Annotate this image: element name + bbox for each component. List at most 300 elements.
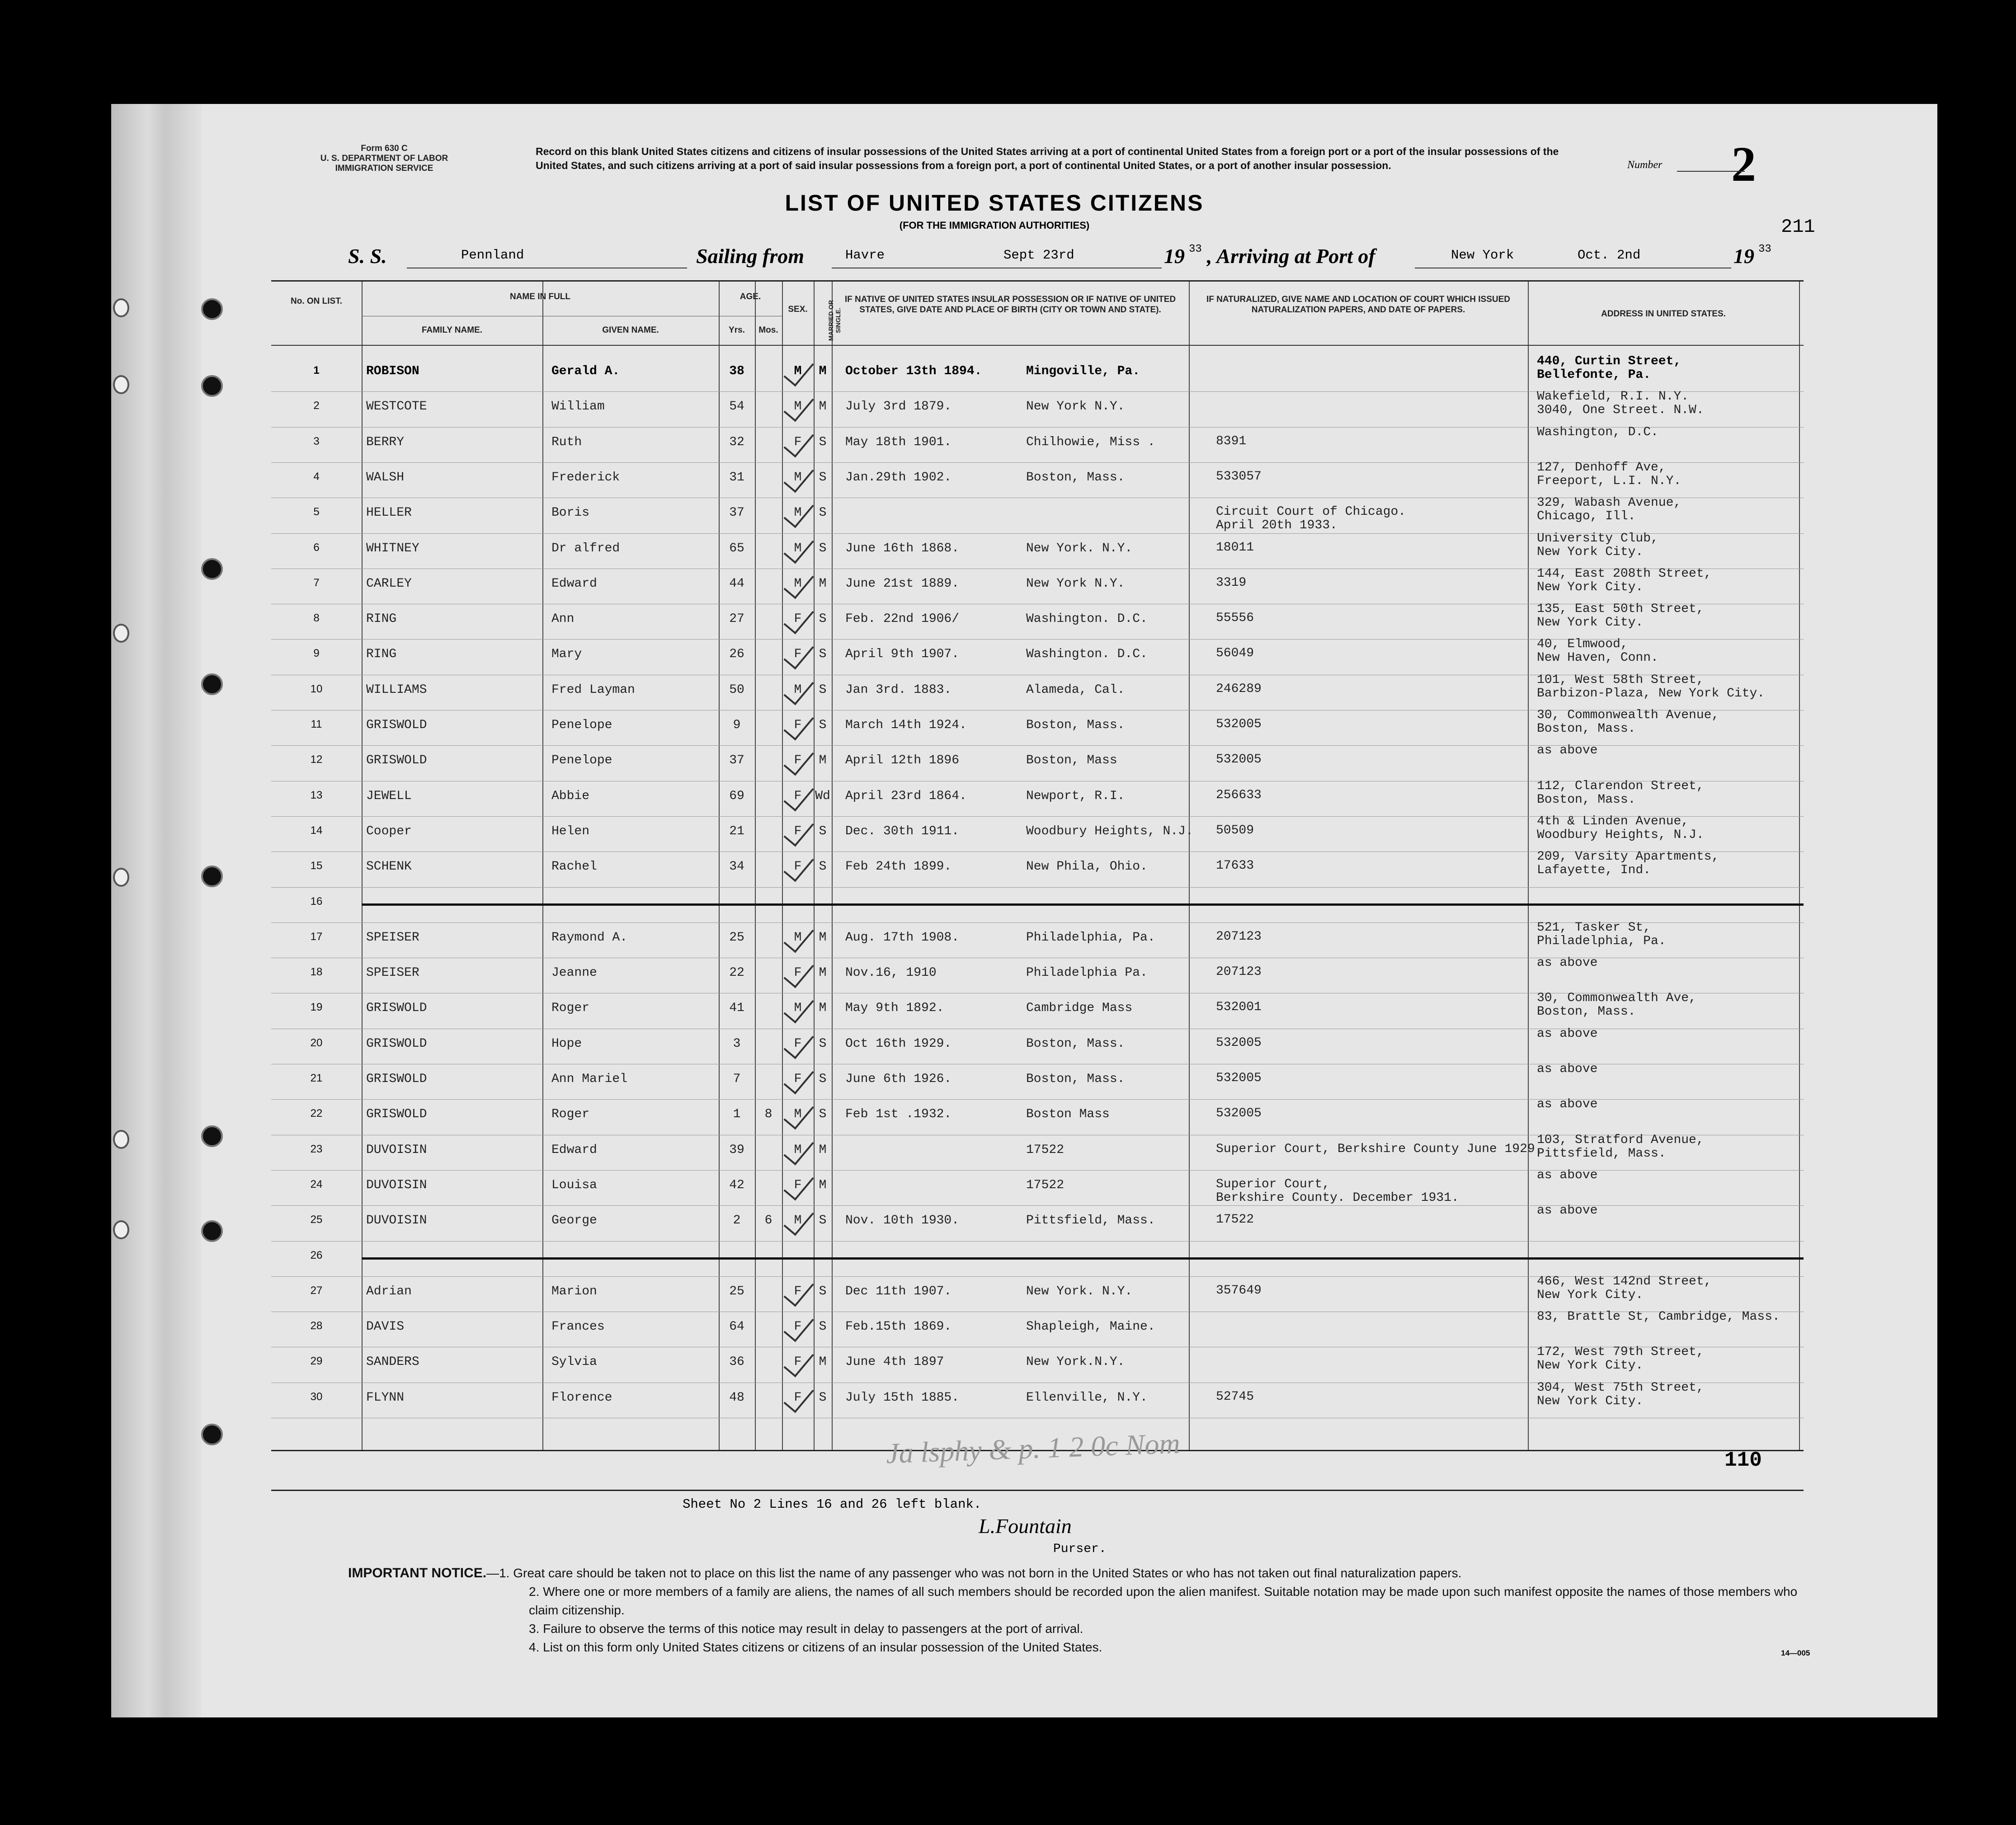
cell-yrs: 36 xyxy=(729,1355,744,1369)
cell-yrs: 64 xyxy=(729,1320,744,1334)
cell-birth: Nov. 10th 1930. xyxy=(845,1214,960,1228)
cell-addr1: 83, Brattle St, Cambridge, Mass. xyxy=(1537,1310,1780,1324)
cell-given: Roger xyxy=(551,1001,590,1016)
cell-addr1: 112, Clarendon Street, xyxy=(1537,779,1704,793)
cell-sex: M xyxy=(794,506,802,520)
cell-ms: S xyxy=(819,824,827,838)
cell-nat: 17522 xyxy=(1216,1213,1254,1227)
cell-addr1: as above xyxy=(1537,1204,1598,1218)
cell-family: SCHENK xyxy=(366,860,412,874)
cell-given: Rachel xyxy=(551,860,597,874)
cell-addr1: 30, Commonwealth Ave, xyxy=(1537,991,1696,1006)
cell-mos: 8 xyxy=(764,1107,772,1122)
cell-birth: October 13th 1894. xyxy=(845,364,982,378)
cell-ms: M xyxy=(819,1143,827,1157)
cell-sex: F xyxy=(794,1355,802,1369)
cell-yrs: 2 xyxy=(733,1214,741,1228)
cell-addr1: 521, Tasker St, xyxy=(1537,920,1651,935)
cell-no: 1 xyxy=(313,364,320,376)
cell-given: Sylvia xyxy=(551,1355,597,1369)
cell-ms: S xyxy=(819,1072,827,1086)
cell-given: Edward xyxy=(551,1143,597,1157)
cell-nat: 246289 xyxy=(1216,682,1262,696)
cell-addr1: 30, Commonwealth Avenue, xyxy=(1537,708,1719,722)
row-rule xyxy=(271,887,1804,888)
number-underline xyxy=(1677,171,1745,172)
cell-birth: Dec. 30th 1911. xyxy=(845,824,960,838)
cell-addr1: as above xyxy=(1537,743,1598,758)
cell-sex: F xyxy=(794,753,802,768)
cell-ms: S xyxy=(819,860,827,874)
cell-ms: S xyxy=(819,1107,827,1122)
header-yrs: Yrs. xyxy=(729,325,745,335)
binder-hole-icon xyxy=(201,375,223,397)
header-name-in-full: NAME IN FULL xyxy=(509,292,571,301)
cell-sex: M xyxy=(794,541,802,555)
cell-birth: Jan 3rd. 1883. xyxy=(845,682,952,697)
cell-yrs: 65 xyxy=(729,541,744,555)
cell-nat: 532005 xyxy=(1216,1035,1262,1050)
cell-given: Gerald A. xyxy=(551,364,620,378)
cell-addr2: New York City. xyxy=(1537,1394,1644,1408)
cell-addr1: as above xyxy=(1537,1097,1598,1112)
cell-nat: 533057 xyxy=(1216,469,1262,484)
cell-family: GRISWOLD xyxy=(366,718,427,732)
cell-sex: F xyxy=(794,1284,802,1298)
header-birth: IF NATIVE OF UNITED STATES INSULAR POSSESSION OR IF NATIVE OF UNITED STATES, GIVE DATE AND PLACE OF BIRTH (CITY OR TOWN AND STATE). xyxy=(844,295,1176,315)
cell-no: 18 xyxy=(310,966,323,978)
header-no: No. ON LIST. xyxy=(291,296,342,306)
notice-line-2: 2. Where one or more members of a family are aliens, the names of all such members should be recorded upon the alien manifest. Suitable notation may be made upon such manifest opposite the names of those members who claim citizenship. xyxy=(529,1585,1798,1617)
cell-addr1: University Club, xyxy=(1537,531,1658,546)
cell-yrs: 25 xyxy=(729,930,744,945)
cell-family: CARLEY xyxy=(366,576,412,591)
cell-mos: 6 xyxy=(764,1214,772,1228)
ss-label: S. S. xyxy=(348,245,387,268)
cell-no: 2 xyxy=(313,400,320,412)
cell-place: Boston, Mass. xyxy=(1026,470,1125,484)
cell-given: Roger xyxy=(551,1107,590,1122)
cell-family: DUVOISIN xyxy=(366,1214,427,1228)
arriving-label: , Arriving at Port of xyxy=(1207,245,1375,268)
cell-yrs: 50 xyxy=(729,682,744,697)
ship-name: Pennland xyxy=(461,248,524,263)
cell-nat: 50509 xyxy=(1216,823,1254,837)
cell-birth: Feb. 22nd 1906/ xyxy=(845,612,960,626)
cell-ms: M xyxy=(819,576,827,591)
cell-family: GRISWOLD xyxy=(366,1072,427,1086)
cell-no: 19 xyxy=(310,1001,323,1014)
to-date: Oct. 2nd xyxy=(1578,248,1641,263)
cell-given: Abbie xyxy=(551,789,590,803)
page-subtitle: (FOR THE IMMIGRATION AUTHORITIES) xyxy=(899,220,1090,231)
cell-birth: June 16th 1868. xyxy=(845,541,960,555)
cell-ms: S xyxy=(819,682,827,697)
important-notice xyxy=(348,1564,1817,1656)
cell-addr1: 103, Stratford Avenue, xyxy=(1537,1133,1704,1147)
cell-sex: F xyxy=(794,824,802,838)
cell-family: WHITNEY xyxy=(366,541,419,555)
cell-birth: May 9th 1892. xyxy=(845,1001,944,1016)
cell-sex: M xyxy=(794,1143,802,1157)
form-instructions: Record on this blank United States citizens and citizens of insular possessions of the United States arriving at a port of continental United States from a foreign port or a port of the insular possessions of the United States, and such citizens arriving at a port of said insular possessions from a foreign port, a port of continental United States, or a port of another insular possession. xyxy=(536,146,1559,171)
cell-addr1: 144, East 208th Street, xyxy=(1537,566,1712,581)
cell-no: 12 xyxy=(310,753,323,766)
cell-nat: 256633 xyxy=(1216,788,1262,802)
cell-ms: S xyxy=(819,506,827,520)
binder-hole-icon xyxy=(201,673,223,695)
cell-nat: 8391 xyxy=(1216,434,1247,448)
cell-addr2: Woodbury Heights, N.J. xyxy=(1537,828,1704,842)
cell-given: Edward xyxy=(551,576,597,591)
cell-ms: M xyxy=(819,930,827,945)
cell-yrs: 54 xyxy=(729,400,744,414)
cell-sex: M xyxy=(794,1107,802,1122)
cell-family: GRISWOLD xyxy=(366,1001,427,1016)
cell-place: Woodbury Heights, N.J. xyxy=(1026,824,1193,838)
cell-ms: S xyxy=(819,612,827,626)
cell-place: Washington. D.C. xyxy=(1026,647,1148,662)
cell-no: 11 xyxy=(311,718,322,730)
cell-yrs: 3 xyxy=(733,1036,741,1051)
cell-addr2: Philadelphia, Pa. xyxy=(1537,934,1666,948)
cell-birth: July 3rd 1879. xyxy=(845,400,952,414)
purser-label: Purser. xyxy=(1053,1542,1107,1556)
cell-addr1: Washington, D.C. xyxy=(1537,425,1658,439)
cell-place: Chilhowie, Miss . xyxy=(1026,435,1155,449)
cell-family: ROBISON xyxy=(366,364,419,378)
department: U. S. DEPARTMENT OF LABOR xyxy=(320,154,448,163)
cell-addr2: New York City. xyxy=(1537,580,1644,594)
cell-place: Boston, Mass xyxy=(1026,753,1117,768)
header-family-name: FAMILY NAME. xyxy=(421,325,483,335)
cell-no: 10 xyxy=(310,682,323,695)
cell-addr1: 101, West 58th Street, xyxy=(1537,673,1704,687)
cell-no: 9 xyxy=(313,647,320,660)
cell-sex: F xyxy=(794,1390,802,1405)
notice-line-3: 3. Failure to observe the terms of this notice may result in delay to passengers at the port of arrival. xyxy=(529,1622,1083,1636)
cell-yrs: 27 xyxy=(729,612,744,626)
cell-family: SANDERS xyxy=(366,1355,419,1369)
cell-addr2: Freeport, L.I. N.Y. xyxy=(1537,474,1682,488)
cell-given: Hope xyxy=(551,1036,582,1051)
header-naturalized: IF NATURALIZED, GIVE NAME AND LOCATION OF COURT WHICH ISSUED NATURALIZATION PAPERS, AND DATE OF PAPERS. xyxy=(1206,295,1510,315)
cell-given: Florence xyxy=(551,1390,612,1405)
binder-hole-icon xyxy=(201,1424,223,1445)
blank-line-rule xyxy=(362,1257,1804,1260)
cell-yrs: 37 xyxy=(729,506,744,520)
binder-hole-icon xyxy=(201,1125,223,1147)
cell-given: Jeanne xyxy=(551,966,597,980)
cell-place: Pittsfield, Mass. xyxy=(1026,1214,1155,1228)
blank-line-rule xyxy=(362,903,1804,906)
cell-place: Boston, Mass. xyxy=(1026,1072,1125,1086)
cell-place: New York. N.Y. xyxy=(1026,1284,1133,1298)
binder-hole-icon xyxy=(201,1220,223,1242)
cell-no: 28 xyxy=(310,1320,323,1332)
from-port: Havre xyxy=(845,248,885,263)
blank-lines-note: Sheet No 2 Lines 16 and 26 left blank. xyxy=(683,1497,982,1512)
notice-line-4: 4. List on this form only United States citizens or citizens of an insular possession of the United States. xyxy=(529,1640,1102,1654)
cell-no: 4 xyxy=(313,470,320,483)
cell-sex: M xyxy=(794,400,802,414)
cell-yrs: 41 xyxy=(729,1001,744,1016)
binder-ring-icon xyxy=(113,1130,129,1149)
cell-nat2: Berkshire County. December 1931. xyxy=(1216,1190,1459,1205)
cell-given: Penelope xyxy=(551,718,612,732)
cell-birth: April 9th 1907. xyxy=(845,647,960,662)
cell-no: 3 xyxy=(313,435,320,447)
cell-yrs: 26 xyxy=(729,647,744,662)
cell-nat: 3319 xyxy=(1216,575,1247,590)
cell-yrs: 22 xyxy=(729,966,744,980)
cell-no: 5 xyxy=(313,506,320,518)
cell-addr1: 466, West 142nd Street, xyxy=(1537,1274,1712,1289)
cell-sex: F xyxy=(794,435,802,449)
cell-given: George xyxy=(551,1214,597,1228)
cell-place: Shapleigh, Maine. xyxy=(1026,1320,1155,1334)
sailing-label: Sailing from xyxy=(696,245,805,268)
cell-addr1: as above xyxy=(1537,956,1598,970)
cell-addr1: Wakefield, R.I. N.Y. xyxy=(1537,390,1689,404)
cell-no: 7 xyxy=(313,576,320,589)
cell-nat: 17633 xyxy=(1216,859,1254,873)
binder-ring-icon xyxy=(113,624,129,643)
cell-sex: F xyxy=(794,966,802,980)
cell-nat: 532005 xyxy=(1216,1106,1262,1121)
cell-addr2: Barbizon-Plaza, New York City. xyxy=(1537,686,1765,701)
service: IMMIGRATION SERVICE xyxy=(335,164,433,173)
cell-sex: M xyxy=(794,682,802,697)
cell-addr2: Chicago, Ill. xyxy=(1537,509,1636,524)
cell-yrs: 31 xyxy=(729,470,744,484)
cell-yrs: 42 xyxy=(729,1178,744,1192)
cell-place: Philadelphia, Pa. xyxy=(1026,930,1155,945)
cell-nat2: April 20th 1933. xyxy=(1216,518,1338,533)
cell-place: Boston, Mass. xyxy=(1026,1036,1125,1051)
binder-hole-icon xyxy=(201,298,223,320)
cell-ms: S xyxy=(819,470,827,484)
cell-yrs: 9 xyxy=(733,718,741,732)
cell-nat: 56049 xyxy=(1216,646,1254,661)
cell-place: New York.N.Y. xyxy=(1026,1355,1125,1369)
passenger-table xyxy=(271,280,1804,1451)
cell-yrs: 34 xyxy=(729,860,744,874)
cell-addr1: 209, Varsity Apartments, xyxy=(1537,850,1719,864)
cell-birth: June 21st 1889. xyxy=(845,576,960,591)
cell-yrs: 1 xyxy=(733,1107,741,1122)
to-port: New York xyxy=(1451,248,1514,263)
cell-addr2: New York City. xyxy=(1537,1359,1644,1373)
cell-sex: M xyxy=(794,364,802,378)
cell-no: 21 xyxy=(310,1072,323,1084)
cell-family: HELLER xyxy=(366,506,412,520)
cell-place: New York N.Y. xyxy=(1026,576,1125,591)
cell-sex: F xyxy=(794,1072,802,1086)
cell-ms: M xyxy=(819,966,827,980)
cell-given: Ann Mariel xyxy=(551,1072,628,1086)
cell-family: WALSH xyxy=(366,470,405,484)
cell-addr1: 4th & Linden Avenue, xyxy=(1537,814,1689,828)
cell-yrs: 32 xyxy=(729,435,744,449)
cell-place: New York. N.Y. xyxy=(1026,541,1133,555)
handwritten-annotation: Ja lsphy & p. 1 2 0c Nom xyxy=(885,1427,1181,1470)
cell-family: Cooper xyxy=(366,824,412,838)
cell-ms: S xyxy=(819,1036,827,1051)
cell-ms: S xyxy=(819,718,827,732)
cell-family: WESTCOTE xyxy=(366,400,427,414)
cell-ms: S xyxy=(819,1320,827,1334)
cell-family: GRISWOLD xyxy=(366,1036,427,1051)
cell-birth: Feb.15th 1869. xyxy=(845,1320,952,1334)
cell-birth: Feb 1st .1932. xyxy=(845,1107,952,1122)
cell-given: Helen xyxy=(551,824,590,838)
cell-no: 29 xyxy=(310,1355,323,1368)
cell-given: Fred Layman xyxy=(551,682,635,697)
cell-family: DAVIS xyxy=(366,1320,405,1334)
cell-place: Boston, Mass. xyxy=(1026,718,1125,732)
cell-no: 16 xyxy=(310,895,323,908)
binder-hole-icon xyxy=(201,558,223,580)
cell-birth: June 6th 1926. xyxy=(845,1072,952,1086)
cell-birth: Jan.29th 1902. xyxy=(845,470,952,484)
cell-birth: Aug. 17th 1908. xyxy=(845,930,960,945)
cell-given: Ann xyxy=(551,612,575,626)
cell-birth: March 14th 1924. xyxy=(845,718,967,732)
cell-nat: Superior Court, Berkshire County June 1929. xyxy=(1216,1142,1543,1156)
cell-ms: Wd xyxy=(815,789,830,803)
cell-birth: April 12th 1896 xyxy=(845,753,960,768)
cell-place: 17522 xyxy=(1026,1178,1065,1192)
cell-family: SPEISER xyxy=(366,966,419,980)
cell-birth: July 15th 1885. xyxy=(845,1390,960,1405)
cell-birth: Feb 24th 1899. xyxy=(845,860,952,874)
cell-addr1: as above xyxy=(1537,1026,1598,1041)
cell-place: Boston Mass xyxy=(1026,1107,1110,1122)
header-mos: Mos. xyxy=(758,325,778,335)
cell-yrs: 39 xyxy=(729,1143,744,1157)
cell-yrs: 48 xyxy=(729,1390,744,1405)
cell-nat: 207123 xyxy=(1216,965,1262,979)
cell-ms: M xyxy=(819,400,827,414)
number-value: 2 xyxy=(1731,136,1756,192)
binder-hole-icon xyxy=(201,865,223,887)
cell-family: WILLIAMS xyxy=(366,682,427,697)
binder-edge xyxy=(111,104,202,1717)
cell-ms: S xyxy=(819,435,827,449)
header-given-name: GIVEN NAME. xyxy=(602,325,659,335)
cell-no: 6 xyxy=(313,541,320,554)
cell-given: Penelope xyxy=(551,753,612,768)
cell-addr1: 172, West 79th Street, xyxy=(1537,1345,1704,1359)
binder-ring-icon xyxy=(113,868,129,887)
cell-nat: 52745 xyxy=(1216,1389,1254,1404)
cell-yrs: 25 xyxy=(729,1284,744,1298)
cell-place: New York N.Y. xyxy=(1026,400,1125,414)
cell-sex: F xyxy=(794,860,802,874)
cell-family: DUVOISIN xyxy=(366,1178,427,1192)
cell-ms: S xyxy=(819,1214,827,1228)
cell-addr2: Lafayette, Ind. xyxy=(1537,863,1651,878)
cell-ms: M xyxy=(819,753,827,768)
cell-addr1: 40, Elmwood, xyxy=(1537,637,1628,652)
cell-nat: 532001 xyxy=(1216,1000,1262,1015)
cell-given: Dr alfred xyxy=(551,541,620,555)
cell-family: BERRY xyxy=(366,435,405,449)
cell-yrs: 21 xyxy=(729,824,744,838)
cell-ms: M xyxy=(819,1178,827,1192)
cell-no: 23 xyxy=(310,1143,323,1155)
cell-no: 27 xyxy=(310,1284,323,1297)
cell-addr1: as above xyxy=(1537,1168,1598,1182)
number-label: Number xyxy=(1627,159,1663,171)
cell-addr2: Pittsfield, Mass. xyxy=(1537,1146,1666,1161)
cell-family: JEWELL xyxy=(366,789,412,803)
cell-yrs: 37 xyxy=(729,753,744,768)
page-code: 14—005 xyxy=(1781,1649,1810,1657)
header-sex: SEX. xyxy=(788,305,808,314)
header-address: ADDRESS IN UNITED STATES. xyxy=(1601,309,1726,319)
cell-birth: June 4th 1897 xyxy=(845,1355,944,1369)
cell-nat: 532005 xyxy=(1216,753,1262,767)
cell-place: New Phila, Ohio. xyxy=(1026,860,1148,874)
notice-title: IMPORTANT NOTICE. xyxy=(348,1566,487,1580)
cell-no: 13 xyxy=(310,789,323,801)
cell-yrs: 69 xyxy=(729,789,744,803)
cell-addr1: 329, Wabash Avenue, xyxy=(1537,496,1682,510)
cell-place: Newport, R.I. xyxy=(1026,789,1125,803)
cell-sex: F xyxy=(794,789,802,803)
year-prefix-2: 19 xyxy=(1733,245,1754,268)
cell-no: 15 xyxy=(310,860,323,872)
cell-addr2: Boston, Mass. xyxy=(1537,722,1636,736)
cell-family: RING xyxy=(366,612,397,626)
cell-addr1: as above xyxy=(1537,1062,1598,1076)
cell-addr2: New York City. xyxy=(1537,1288,1644,1302)
page-title: LIST OF UNITED STATES CITIZENS xyxy=(785,190,1204,216)
cell-no: 20 xyxy=(310,1036,323,1049)
cell-no: 22 xyxy=(310,1107,323,1120)
cell-given: Mary xyxy=(551,647,582,662)
cell-addr1: 135, East 50th Street, xyxy=(1537,602,1704,616)
cell-sex: M xyxy=(794,470,802,484)
cell-given: Raymond A. xyxy=(551,930,628,945)
cell-addr2: Boston, Mass. xyxy=(1537,792,1636,807)
cell-nat: Superior Court, xyxy=(1216,1177,1330,1191)
sheet-number: 110 xyxy=(1724,1449,1762,1472)
binder-ring-icon xyxy=(113,375,129,394)
cell-family: FLYNN xyxy=(366,1390,405,1405)
cell-nat: 55556 xyxy=(1216,611,1254,626)
cell-ms: M xyxy=(819,1355,827,1369)
cell-given: Louisa xyxy=(551,1178,597,1192)
cell-yrs: 38 xyxy=(729,364,744,378)
cell-sex: F xyxy=(794,1320,802,1334)
cell-no: 17 xyxy=(310,930,323,943)
cell-addr1: 127, Denhoff Ave, xyxy=(1537,460,1666,475)
cell-ms: S xyxy=(819,1390,827,1405)
cell-addr2: New York City. xyxy=(1537,545,1644,559)
cell-yrs: 7 xyxy=(733,1072,741,1086)
cell-sex: F xyxy=(794,1036,802,1051)
cell-place: Alameda, Cal. xyxy=(1026,682,1125,697)
cell-birth: May 18th 1901. xyxy=(845,435,952,449)
cell-no: 25 xyxy=(310,1214,323,1226)
stamp-number: 211 xyxy=(1781,216,1815,238)
cell-sex: M xyxy=(794,1214,802,1228)
purser-signature: L.Fountain xyxy=(979,1515,1072,1538)
binder-ring-icon xyxy=(113,1220,129,1239)
